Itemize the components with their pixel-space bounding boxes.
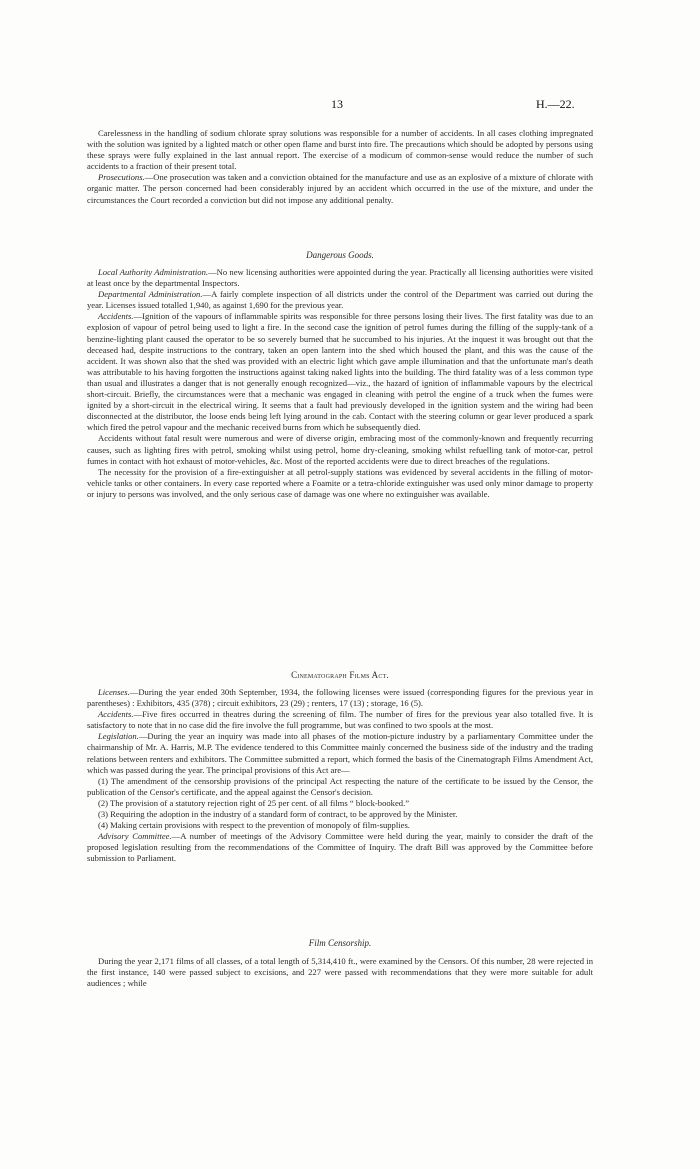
paragraph-fire-extinguisher: The necessity for the provision of a fire-extinguisher at all petrol-supply stations was evidenced by several accidents in the filling of motor-vehicle tanks or other containers. In every case reported where a Foamite or a tetra-chloride extinguisher was used only minor damage to property or injury to persons was involved, and the only serious case of damage was one where no extinguisher was available.: [87, 466, 593, 499]
heading-dangerous-goods: Dangerous Goods.: [306, 250, 374, 260]
paragraph-local-authority: Local Authority Administration.—No new licensing authorities were appointed during the year. Practically all licensing authorities were visited at least once by the departmental Inspectors.: [87, 267, 593, 289]
paragraph-prosecutions: Prosecutions.—One prosecution was taken and a conviction obtained for the manufacture and use as an explosive of a mixture of chlorate with organic matter. The person concerned had been considerably injured by an accident which occurred in the use of the mixture, and under the circumstances the Court recorded a conviction but did not impose any additional penalty.: [87, 172, 593, 205]
list-item: (1) The amendment of the censorship provisions of the principal Act respecting the nature of the certificate to be issued by the Censor, the publication of the Censor's certificate, and the appeal against the Censor's decision.: [87, 775, 593, 797]
paragraph-film-censorship: During the year 2,171 films of all classes, of a total length of 5,314,410 ft., were examined by the Censors. Of this number, 28 were rejected in the first instance, 140 were passed subject to excisions, and 227 were passed with recommendations that they were more suitable for adult audiences ; while: [87, 956, 593, 989]
paragraph-advisory-committee: Advisory Committee.—A number of meetings of the Advisory Committee were held during the year, mainly to consider the draft of the proposed legislation resulting from the recommendations of the Committee of Inquiry. The draft Bill was approved by the Committee before submission to Parliament.: [87, 831, 593, 864]
heading-film-censorship: Film Censorship.: [308, 938, 372, 948]
paragraph-accidents: Accidents.—Ignition of the vapours of inflammable spirits was responsible for three persons losing their lives. The first fatality was due to an explosion of vapour of petrol being used to light a fire. In the second case the ignition of petrol fumes during the filling of the supply-tank of a benzine-lighting plant caused the operator to be so severely burned that he succumbed to his injuries. At the inquest it was brought out that the deceased had, despite instructions to the contrary, taken an open lantern into the shed which housed the plant, and this was the cause of the accident. It was shown also that the shed was provided with an electric light which gave ample illumination and that the unfortunate man's death was attributable to his having forgotten the instructions against taking naked lights into the building. The third fatality was of a less common type than usual and illustrates a danger that is not generally enough recognized—viz., the hazard of ignition of inflammable vapours by the electrical short-circuit. Briefly, the circumstances were that a mechanic was engaged in cleaning with petrol the engine of a truck when the fumes were ignited by a short-circuit in the electrical wiring. It seems that a fault had previously developed in the ignition system and the wiring had been disconnected at the distributor, the loose ends being left lying around in the cab. Contact with the steering column or gear lever produced a spark which fired the petrol vapour and the mechanic received burns from which he subsequently died.: [87, 311, 593, 433]
paragraph-label: Accidents.: [98, 311, 134, 322]
paragraph-label: Legislation.: [98, 731, 139, 742]
paragraph-departmental: Departmental Administration.—A fairly complete inspection of all districts under the control of the Department was carried out during the year. Licenses issued totalled 1,940, as against 1,690 for the previous year.: [87, 289, 593, 311]
page-number: 13: [331, 97, 343, 111]
paragraph-label: Local Authority Administration.: [98, 267, 209, 277]
paragraph-legislation: Legislation.—During the year an inquiry was made into all phases of the motion-picture industry by a parliamentary Committee under the chairmanship of Mr. A. Harris, M.P. The evidence tendered to this Committee mainly concerned the business side of the industry and the trading relations between renters and exhibitors. The Committee submitted a report, which formed the basis of the Cinematograph Films Amendment Act, which was passed during the year. The principal provisions of this Act are—: [87, 731, 593, 775]
heading-cinematograph-films-act: Cinematograph Films Act.: [291, 670, 389, 680]
paragraph-sodium-chlorate: Carelessness in the handling of sodium chlorate spray solutions was responsible for a number of accidents. In all cases clothing impregnated with the solution was ignited by a lighted match or other open flame and burst into fire. The precautions which should be adopted by persons using these sprays were fully explained in the last annual report. The exercise of a modicum of common-sense would reduce the number of such accidents to a fraction of their present total.: [87, 128, 593, 172]
film-censorship-section: [87, 956, 593, 989]
paragraph-licenses: Licenses.—During the year ended 30th September, 1934, the following licenses were issued (corresponding figures for the previous year in parentheses) : Exhibitors, 435 (378) ; circuit exhibitors, 23 (29) ; renters, 17 (13) ; storage, 16 (5).: [87, 687, 593, 709]
cinematograph-section: [87, 687, 593, 865]
paragraph-cinema-accidents: Accidents.—Five fires occurred in theatres during the screening of film. The number of fires for the previous year also totalled five. It is satisfactory to note that in no case did the fire involve the full programme, but was confined to two spools at the most.: [87, 709, 593, 731]
list-item: (4) Making certain provisions with respect to the prevention of monopoly of film-supplies.: [98, 820, 410, 831]
paragraph-label: Advisory Committee.: [98, 831, 172, 842]
intro-section: [87, 128, 593, 206]
paragraph-label: Accidents.: [98, 709, 134, 720]
dangerous-goods-section: [87, 267, 593, 500]
list-item: (2) The provision of a statutory rejection right of 25 per cent. of all films “ block-booked.”: [98, 797, 410, 808]
paragraph-nonfatal-accidents: Accidents without fatal result were numerous and were of diverse origin, embracing most of the commonly-known and frequently recurring causes, such as lighting fires with petrol, smoking whilst using petrol, home dry-cleaning, smoking whilst refuelling tank of motor-car, petrol fumes in contact with hot exhaust of motor-vehicles, &c. Most of the reported accidents were due to direct breaches of the regulations.: [87, 433, 593, 466]
paragraph-label: Licenses.: [98, 687, 130, 697]
list-item: (3) Requiring the adoption in the industry of a standard form of contract, to be approved by the Minister.: [98, 809, 458, 820]
paragraph-label: Prosecutions.: [98, 172, 145, 183]
paragraph-label: Departmental Administration.: [98, 289, 203, 300]
document-reference: H.—22.: [536, 97, 575, 111]
